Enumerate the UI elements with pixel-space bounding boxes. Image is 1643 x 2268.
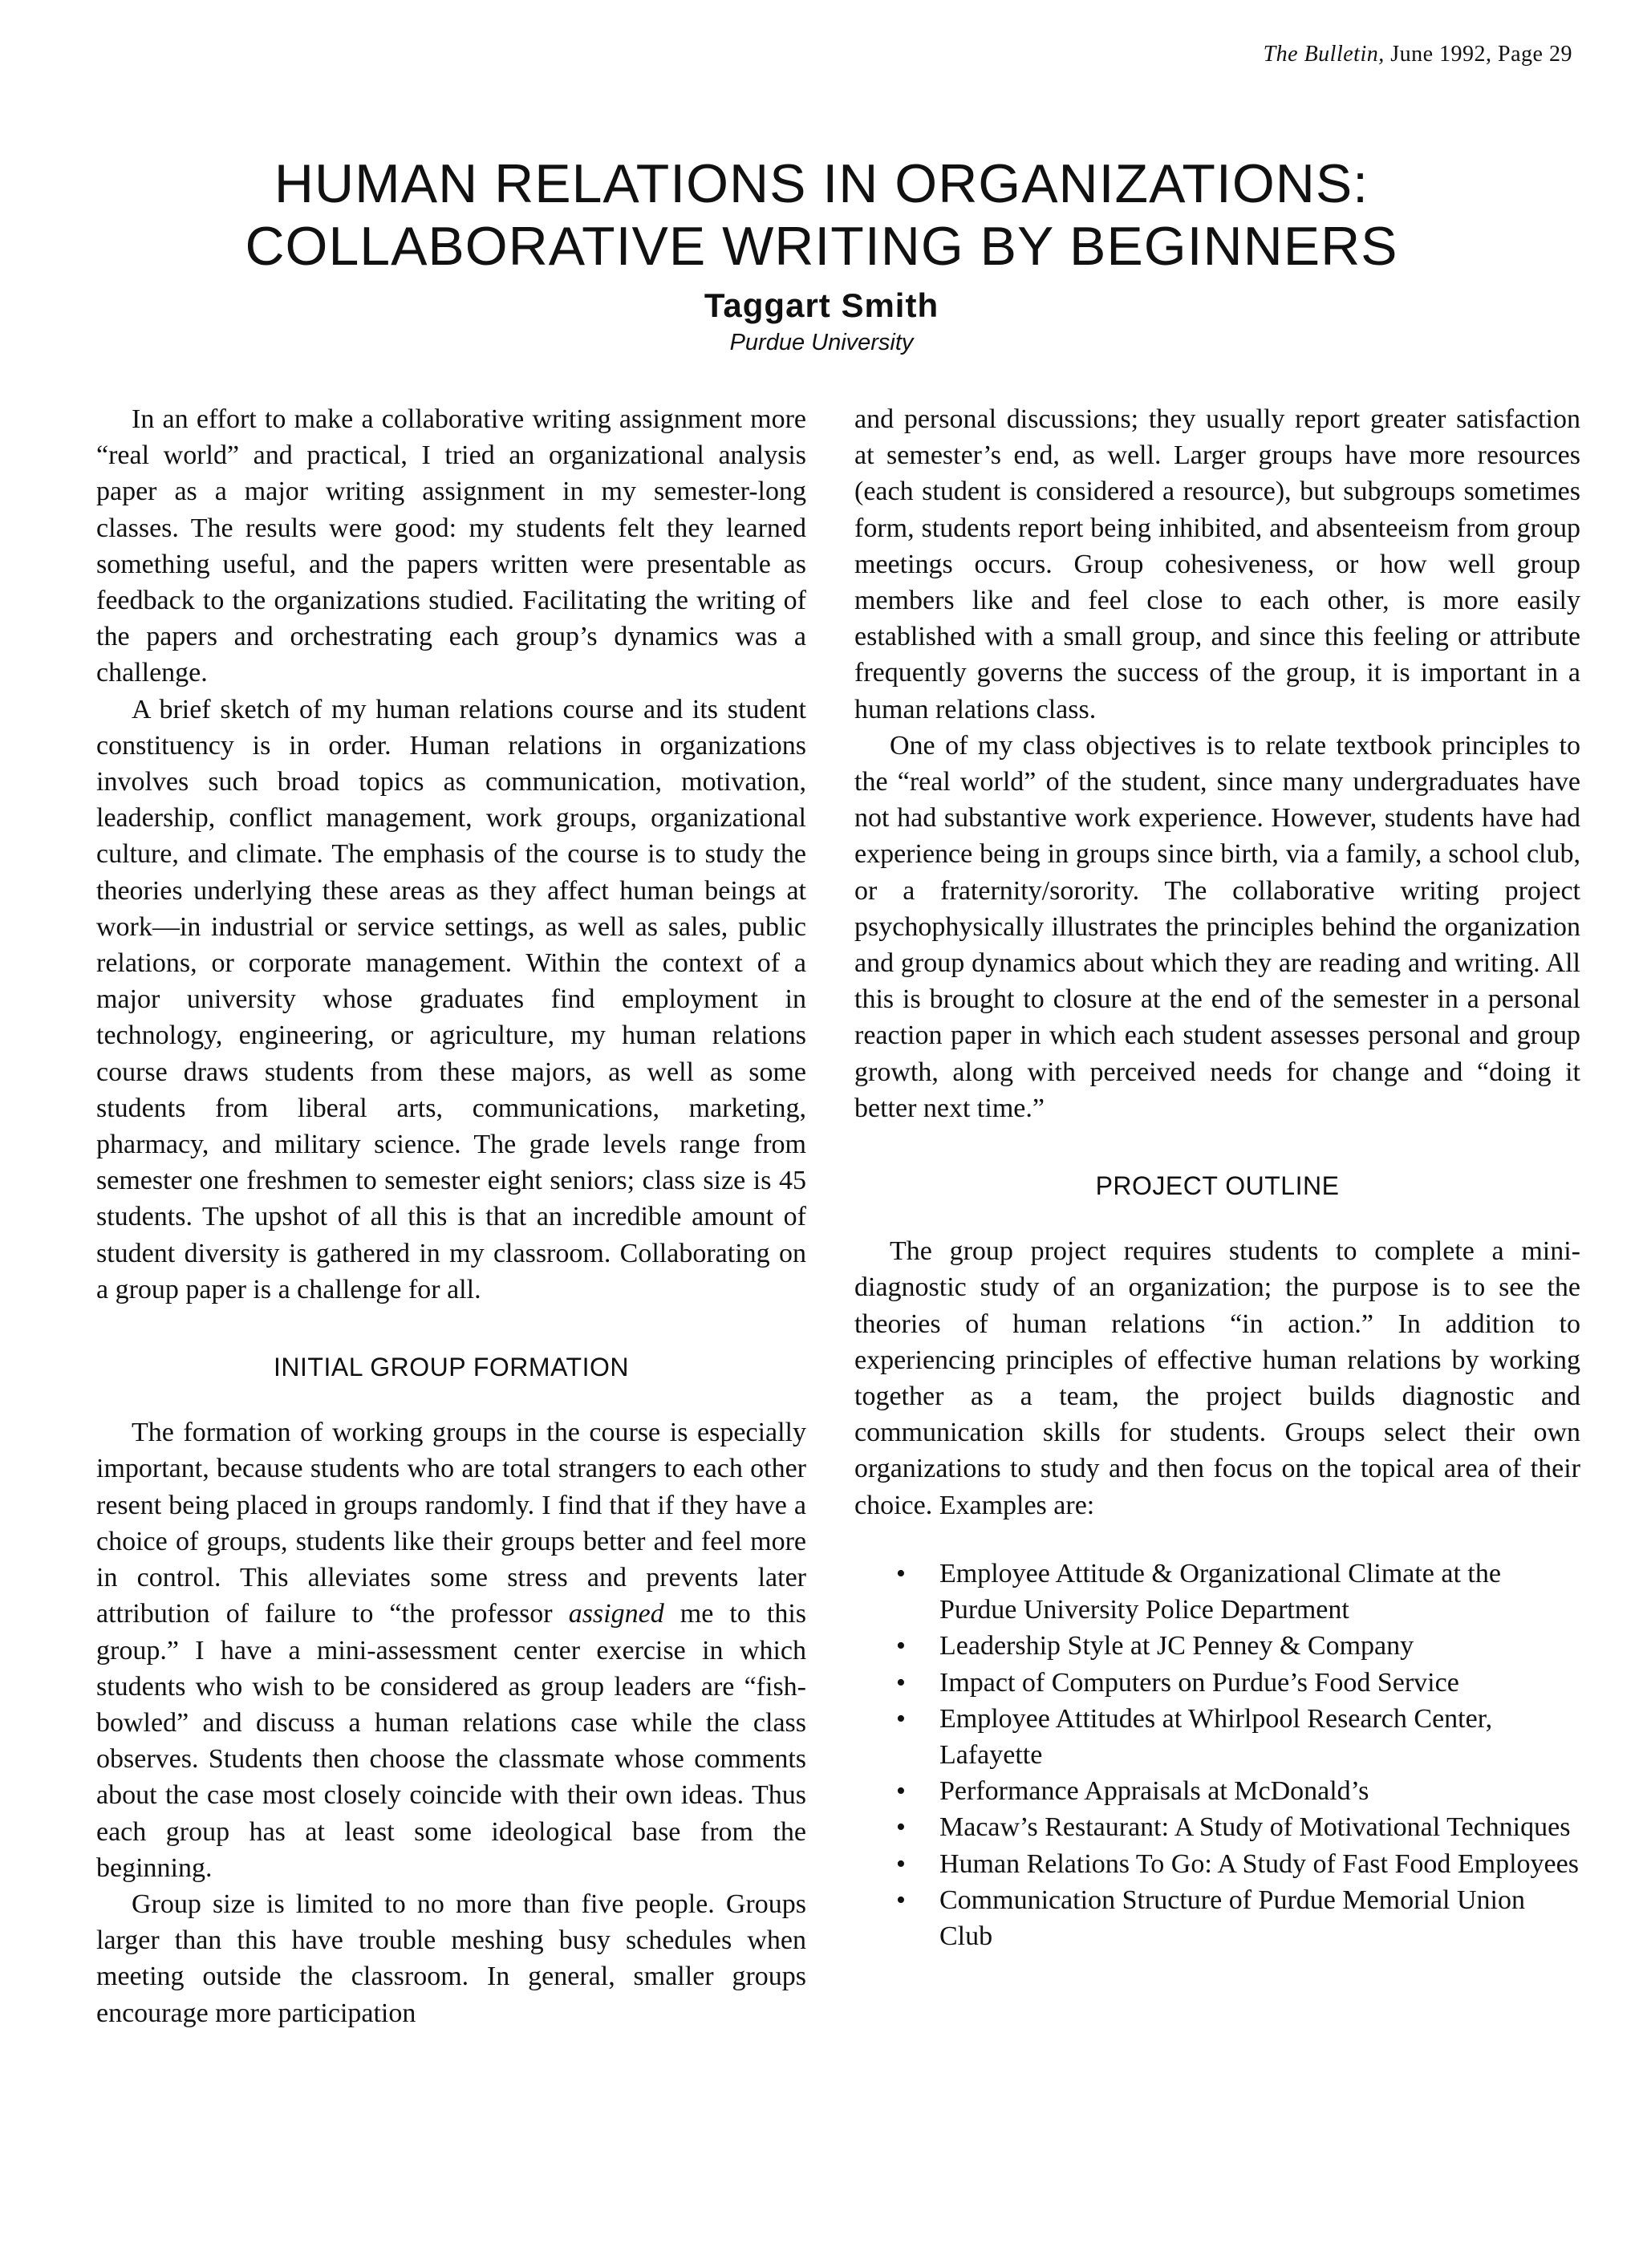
left-paragraph-3-text-a: The formation of working groups in the course is especially important, because students who are total strangers to each other resent being placed in groups randomly. I find that if they have a choice of groups, students like their groups better and feel more in control. This alleviates some stress and prevents later attribution of failure to “the professor [96,1418,806,1629]
running-head [1264,42,1572,67]
list-item [854,1556,1580,1628]
list-item-text: Macaw’s Restaurant: A Study of Motivational Techniques [939,1812,1571,1843]
bullet-icon: • [896,1631,906,1661]
bullet-icon: • [896,1558,906,1588]
title-line-2: COLLABORATIVE WRITING BY BEGINNERS [245,216,1398,277]
bullet-icon: • [896,1848,906,1879]
left-paragraph-1: In an effort to make a collaborative writing assignment more “real world” and practical, I tried an organizational analysis paper as a major writing assignment in my semester-long classes. The results were good: my students felt they learned something useful, and the papers written were presentable as feedback to the organizations studied. Facilitating the writing of the papers and orchestrating each group’s dynamics was a challenge. [96,404,806,688]
author-name: Taggart Smith [704,286,939,324]
examples-list [854,1556,1580,1954]
section-heading-initial-group-formation: INITIAL GROUP FORMATION [274,1353,629,1382]
list-item [854,1882,1580,1954]
title-block [0,152,1643,358]
section-heading-project-outline: PROJECT OUTLINE [1095,1171,1340,1201]
left-paragraph-3-emphasis: assigned [568,1599,664,1629]
right-column [854,401,1580,1954]
list-item [854,1809,1580,1845]
list-item [854,1773,1580,1809]
list-item-text: Impact of Computers on Purdue’s Food Service [939,1667,1459,1698]
left-paragraph-3-text-b: me to this group.” I have a mini-assessment center exercise in which students who wish to be considered as group leaders are “fish-bowled” and discuss a human relations case while the class observes. Students then choose the classmate whose comments about the case most closely coincide with their own ideas. Thus each group has at least some ideological base from the beginning. [96,1599,806,1883]
right-paragraph-2: One of my class objectives is to relate textbook principles to the “real world” of the student, since many undergraduates have not had substantive work experience. However, students have had experience being in groups since birth, via a family, a school club, or a fraternity/sorority. The collaborative writing project psychophysically illustrates the principles behind the organization and group dynamics about which they are reading and writing. All this is brought to closure at the end of the semester in a personal reaction paper in which each student assesses personal and group growth, along with perceived needs for change and “doing it better next time.” [854,730,1580,1123]
bullet-icon: • [896,1703,906,1734]
right-paragraph-3: The group project requires students to complete a mini-diagnostic study of an organization; the purpose is to see the theories of human relations “in action.” In addition to experiencing principles of effective human relations by working together as a team, the project builds diagnostic and communication skills for students. Groups select their own organizations to study and then focus on the topical area of their choice. Examples are: [854,1236,1580,1520]
bullet-icon: • [896,1667,906,1698]
list-item-text: Performance Appraisals at McDonald’s [939,1776,1369,1807]
left-column [96,401,806,2031]
list-item [854,1701,1580,1773]
author-affiliation: Purdue University [729,330,914,355]
list-item [854,1665,1580,1701]
bullet-icon: • [896,1776,906,1807]
list-item-text: Employee Attitudes at Whirlpool Research Center, Lafayette [939,1703,1493,1770]
title-line-1: HUMAN RELATIONS IN ORGANIZATIONS: [274,153,1369,214]
list-item-text: Employee Attitude & Organizational Climate at the Purdue University Police Department [939,1558,1501,1625]
list-item-text: Communication Structure of Purdue Memorial Union Club [939,1885,1525,1951]
bullet-icon: • [896,1812,906,1843]
publication-name: The Bulletin, [1263,42,1385,67]
left-paragraph-2: A brief sketch of my human relations course and its student constituency is in order. Human relations in organizations involves such broad topics as communication, motivation, leadership, conflict management, work groups, organizational culture, and climate. The emphasis of the course is to study the theories underlying these areas as they affect human beings at work—in industrial or service settings, as well as sales, public relations, or corporate management. Within the context of a major university whose graduates find employment in technology, engineering, or agriculture, my human relations course draws students from these majors, as well as some students from liberal arts, communications, marketing, pharmacy, and military science. The grade levels range from semester one freshmen to semester eight seniors; class size is 45 students. The upshot of all this is that an incredible amount of student diversity is gathered in my classroom. Collaborating on a group paper is a challenge for all. [96,694,806,1304]
left-paragraph-4: Group size is limited to no more than five people. Groups larger than this have trouble meshing busy schedules when meeting outside the classroom. In general, smaller groups encourage more participation [96,1889,806,2028]
left-paragraph-3 [96,1414,806,1886]
date-and-page: June 1992, Page 29 [1384,42,1572,67]
list-item [854,1846,1580,1882]
list-item-text: Human Relations To Go: A Study of Fast Food Employees [939,1848,1579,1879]
bullet-icon: • [896,1885,906,1915]
right-paragraph-1: and personal discussions; they usually report greater satisfaction at semester’s end, as well. Larger groups have more resources (each student is considered a resource), but subgroups sometimes form, students report being inhibited, and absenteeism from group meetings occurs. Group cohesiveness, or how well group members like and feel close to each other, is more easily established with a small group, and since this feeling or attribute frequently governs the success of the group, it is important in a human relations class. [854,404,1580,724]
list-item-text: Leadership Style at JC Penney & Company [939,1631,1414,1661]
list-item [854,1628,1580,1664]
